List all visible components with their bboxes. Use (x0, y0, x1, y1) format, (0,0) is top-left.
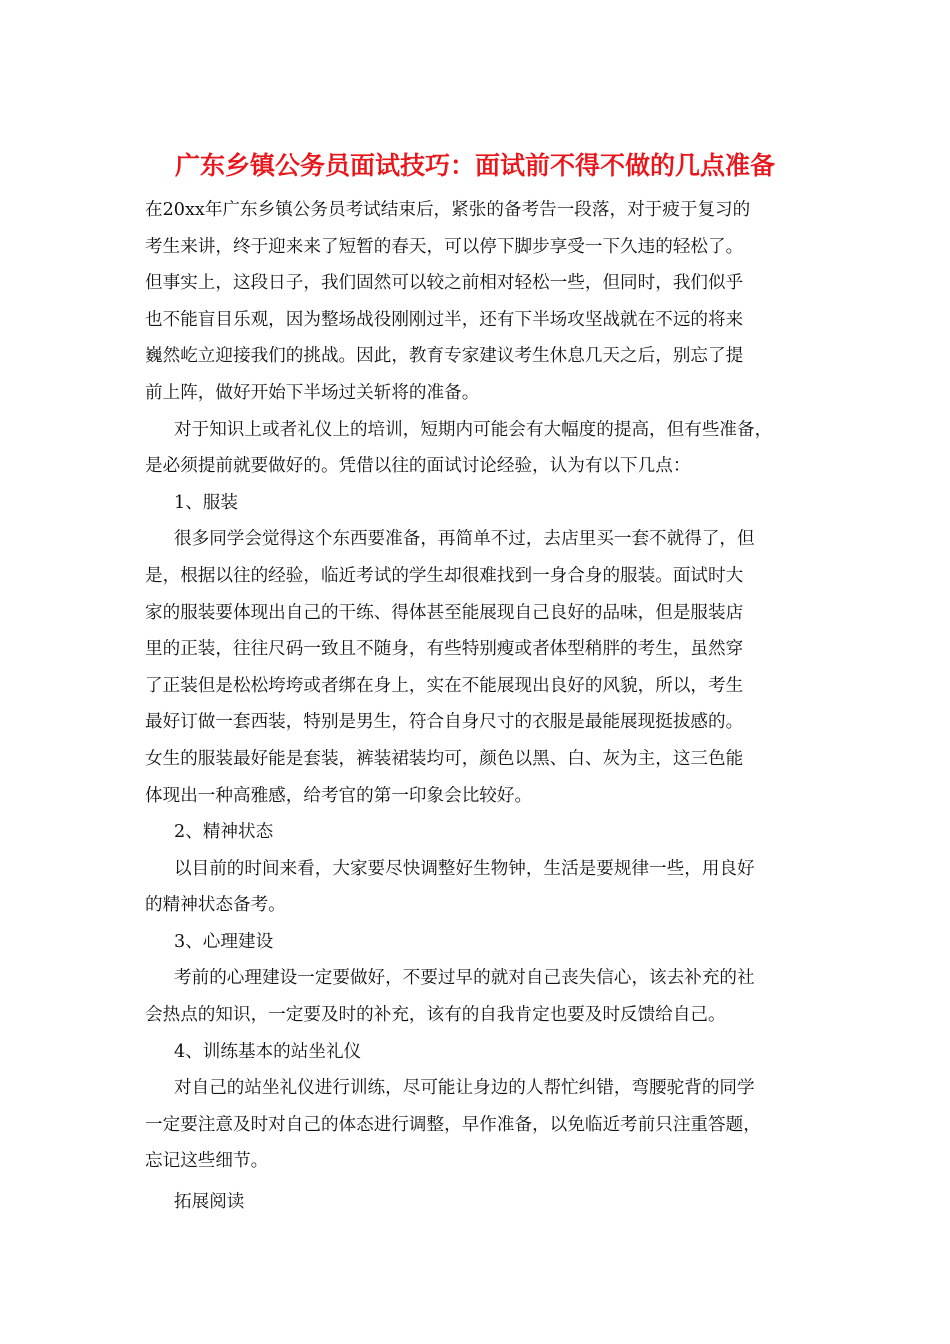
text-line: 体现出一种高雅感，给考官的第一印象会比较好。 (145, 785, 533, 806)
text-line: 考生来讲，终于迎来来了短暂的春天，可以停下脚步享受一下久违的轻松了。 (145, 236, 744, 257)
text-line: 会热点的知识，一定要及时的补充，该有的自我肯定也要及时反馈给自己。 (145, 1005, 726, 1026)
intro-paragraph (145, 192, 811, 412)
text-line: 一定要注意及时对自己的体态进行调整，早作准备，以免临近考前只注重答题， (145, 1114, 761, 1135)
psychology-paragraph (145, 960, 811, 1033)
text-line: 了正装但是松松垮垮或者绑在身上，实在不能展现出良好的风貌，所以，考生 (145, 675, 744, 696)
extended-reading-heading (145, 1184, 811, 1221)
text-line: 也不能盲目乐观，因为整场战役刚刚过半，还有下半场攻坚战就在不远的将来 (145, 309, 744, 330)
text-line: 以目前的时间来看，大家要尽快调整好生物钟，生活是要规律一些，用良好 (174, 858, 755, 879)
section-heading: 3、心理建设 (174, 931, 274, 952)
section-heading: 4、训练基本的站坐礼仪 (174, 1041, 362, 1062)
etiquette-paragraph (145, 1070, 811, 1180)
document-body (145, 192, 811, 1221)
text-line: 对自己的站坐礼仪进行训练，尽可能让身边的人帮忙纠错，弯腰驼背的同学 (174, 1078, 755, 1099)
section-heading: 1、服装 (174, 492, 238, 513)
text-line: 是必须提前就要做好的。凭借以往的面试讨论经验，认为有以下几点： (145, 456, 691, 477)
section-heading: 2、精神状态 (174, 822, 274, 843)
document-title: 广东乡镇公务员面试技巧：面试前不得不做的几点准备 (174, 151, 775, 180)
text-line: 考前的心理建设一定要做好，不要过早的就对自己丧失信心，该去补充的社 (174, 968, 755, 989)
text-line: 对于知识上或者礼仪上的培训，短期内可能会有大幅度的提高，但有些准备， (174, 419, 773, 440)
text-line: 女生的服装最好能是套装，裤装裙装均可，颜色以黑、白、灰为主，这三色能 (145, 748, 744, 769)
clothing-paragraph (145, 521, 811, 814)
section-heading: 拓展阅读 (174, 1192, 245, 1213)
text-line: 很多同学会觉得这个东西要准备，再简单不过，去店里买一套不就得了，但 (174, 529, 755, 550)
text-line: 忘记这些细节。 (145, 1151, 269, 1172)
text-line: 巍然屹立迎接我们的挑战。因此，教育专家建议考生休息几天之后，别忘了提 (145, 346, 744, 367)
section-heading-mental-state (145, 814, 811, 851)
section-heading-etiquette (145, 1034, 811, 1071)
text-line: 家的服装要体现出自己的干练、得体甚至能展现自己良好的品味，但是服装店 (145, 602, 744, 623)
preparation-paragraph (145, 412, 811, 485)
section-heading-psychology (145, 924, 811, 961)
text-line: 在20xx年广东乡镇公务员考试结束后，紧张的备考告一段落，对于疲于复习的 (145, 200, 751, 220)
text-line: 但事实上，这段日子，我们固然可以较之前相对轻松一些，但同时，我们似乎 (145, 273, 744, 294)
section-heading-clothing (145, 485, 811, 522)
text-line: 里的正装，往往尺码一致且不随身，有些特别瘦或者体型稍胖的考生，虽然穿 (145, 639, 744, 660)
mental-state-paragraph (145, 851, 811, 924)
text-line: 前上阵，做好开始下半场过关斩将的准备。 (145, 382, 480, 403)
text-line: 最好订做一套西装，特别是男生，符合自身尺寸的衣服是最能展现挺拔感的。 (145, 712, 744, 733)
text-line: 的精神状态备考。 (145, 895, 286, 916)
text-line: 是，根据以往的经验，临近考试的学生却很难找到一身合身的服装。面试时大 (145, 565, 744, 586)
